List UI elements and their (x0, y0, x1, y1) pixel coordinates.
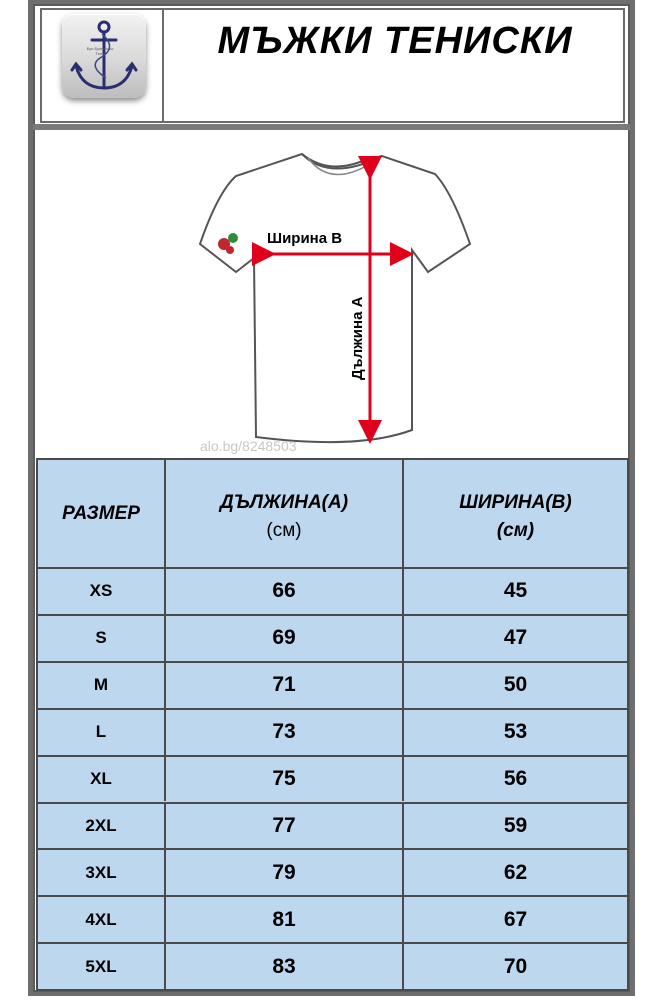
watermark: alo.bg/8248503 (200, 438, 297, 454)
header-length: ДЪЛЖИНА(А) (219, 492, 349, 513)
width-cell: 62 (503, 860, 528, 884)
length-cell: 66 (272, 579, 296, 603)
width-cell: 70 (503, 954, 528, 978)
separator-bar (33, 124, 630, 130)
length-cell: 81 (272, 907, 296, 931)
size-cell: M (93, 675, 109, 695)
header-size: РАЗМЕР (62, 503, 140, 524)
header-width: ШИРИНА(В) (459, 492, 572, 513)
width-cell: 67 (503, 907, 528, 931)
table-row (38, 897, 627, 942)
logo (62, 14, 146, 98)
tshirt-illustration (40, 132, 625, 452)
size-cell: L (95, 722, 107, 742)
size-cell: S (95, 628, 107, 648)
size-cell: 4XL (85, 909, 117, 929)
length-cell: 79 (272, 860, 296, 884)
size-cell: XS (89, 581, 113, 601)
table-row (38, 804, 627, 849)
table-row (38, 663, 627, 708)
tshirt-diagram (40, 132, 625, 452)
length-cell: 77 (272, 813, 296, 837)
length-cell: 71 (272, 673, 296, 697)
page-title: МЪЖКИ ТЕНИСКИ (217, 20, 573, 62)
table-row (38, 850, 627, 895)
width-cell: 50 (503, 673, 528, 697)
table-row (38, 569, 627, 614)
size-cell: XL (90, 769, 112, 789)
width-cell: 53 (503, 720, 528, 744)
size-cell: 5XL (85, 956, 117, 976)
width-cell: 45 (503, 579, 528, 603)
anchor-icon (62, 14, 146, 98)
length-cell: 75 (272, 767, 296, 791)
length-cell: 83 (272, 954, 296, 978)
table-header-row (38, 460, 627, 568)
width-label: Ширина В (267, 230, 343, 247)
table-row (38, 944, 627, 989)
size-table (36, 458, 629, 991)
table-row (38, 616, 627, 661)
header-divider (162, 8, 164, 123)
table-row (38, 710, 627, 755)
logo-caption: Бул.Булгарико Тени (86, 46, 114, 56)
width-cell: 59 (503, 813, 528, 837)
table-row (38, 757, 627, 802)
size-cell: 2XL (85, 815, 117, 835)
length-label: Дължина А (349, 296, 366, 380)
length-cell: 73 (272, 720, 296, 744)
width-cell: 56 (503, 767, 528, 791)
length-cell: 69 (272, 626, 296, 650)
size-cell: 3XL (85, 862, 117, 882)
header-width-unit: (см) (496, 520, 535, 541)
header-length-unit: (см) (266, 520, 302, 541)
tshirt-outline (200, 154, 470, 442)
width-cell: 47 (503, 626, 528, 650)
